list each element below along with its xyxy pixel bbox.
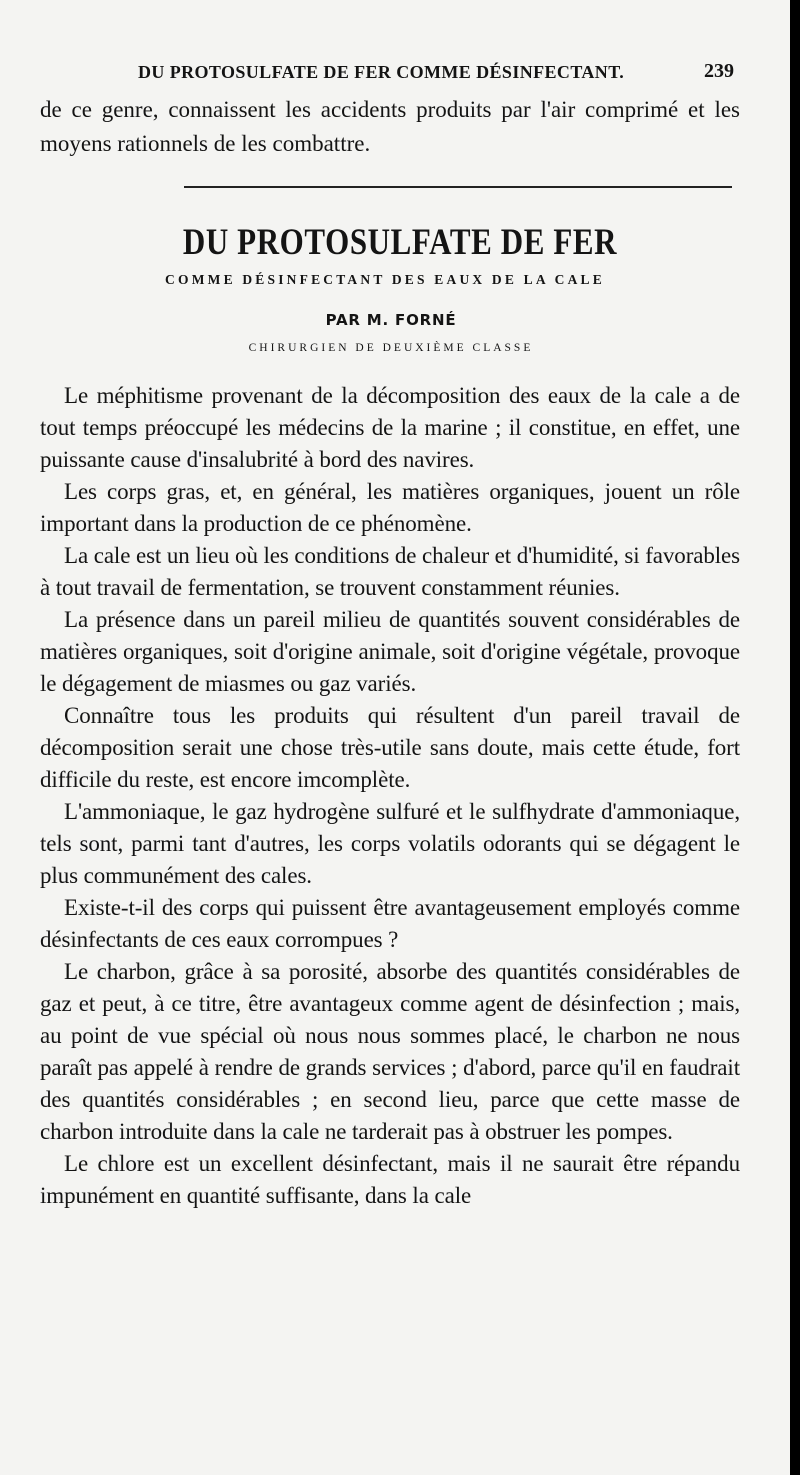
section-divider — [184, 186, 732, 188]
running-header — [0, 58, 790, 90]
paragraph: Les corps gras, et, en général, les matières organiques, jouent un rôle important dans la production de ce phénomène. — [40, 479, 740, 536]
paragraph: La cale est un lieu où les conditions de chaleur et d'humidité, si favorables à tout travail de fermentation, se trouvent constamment réunies. — [40, 543, 741, 600]
author-rank: CHIRURGIEN DE DEUXIÈME CLASSE — [248, 342, 534, 354]
article-body — [40, 380, 740, 1212]
paragraph: La présence dans un pareil milieu de quantités souvent considérables de matières organiques, soit d'origine animale, soit d'origine végétale, provoque le dégagement de miasmes ou gaz variés. — [40, 607, 740, 696]
paragraph: Le chlore est un excellent désinfectant, mais il ne saurait être répandu impunément en quantité suffisante, dans la cale — [40, 1151, 740, 1208]
continued-paragraph: de ce genre, connaissent les accidents produits par l'air comprimé et les moyens rationnels de les combattre. — [40, 97, 740, 156]
paragraph: L'ammoniaque, le gaz hydrogène sulfuré et le sulfhydrate d'ammoniaque, tels sont, parmi tant d'autres, les corps volatils odorants qui se dégagent le plus communément des cales. — [40, 799, 740, 888]
paragraph: Existe-t-il des corps qui puissent être avantageusement employés comme désinfectants de ces eaux corrompues ? — [40, 895, 740, 952]
article-title: DU PROTOSULFATE DE FER — [182, 220, 618, 263]
article-subtitle: COMME DÉSINFECTANT DES EAUX DE LA CALE — [165, 272, 605, 287]
paragraph: Connaître tous les produits qui résultent d'un pareil travail de décomposition serait une chose très-utile sans doute, mais cette étude, fort difficile du reste, est encore imcomplète. — [40, 703, 740, 792]
article-author: PAR M. FORNÉ — [325, 311, 457, 329]
running-title: DU PROTOSULFATE DE FER COMME DÉSINFECTANT. — [138, 62, 625, 82]
paragraph: Le méphitisme provenant de la décomposition des eaux de la cale a de tout temps préoccupé les médecins de la marine ; il constitue, en effet, une puissante cause d'insalubrité à bord des navires. — [40, 383, 740, 472]
page-number: 239 — [704, 60, 734, 82]
paragraph: Le charbon, grâce à sa porosité, absorbe des quantités considérables de gaz et peut, à ce titre, être avantageux comme agent de désinfection ; mais, au point de vue spécial où nous nous sommes placé, le charbon ne nous paraît pas appelé à rendre de grands services ; d'abord, parce qu'il en faudrait des quantités considérables ; en second lieu, parce que cette masse de charbon introduite dans la cale ne tarderait pas à obstruer les pompes. — [40, 959, 740, 1144]
